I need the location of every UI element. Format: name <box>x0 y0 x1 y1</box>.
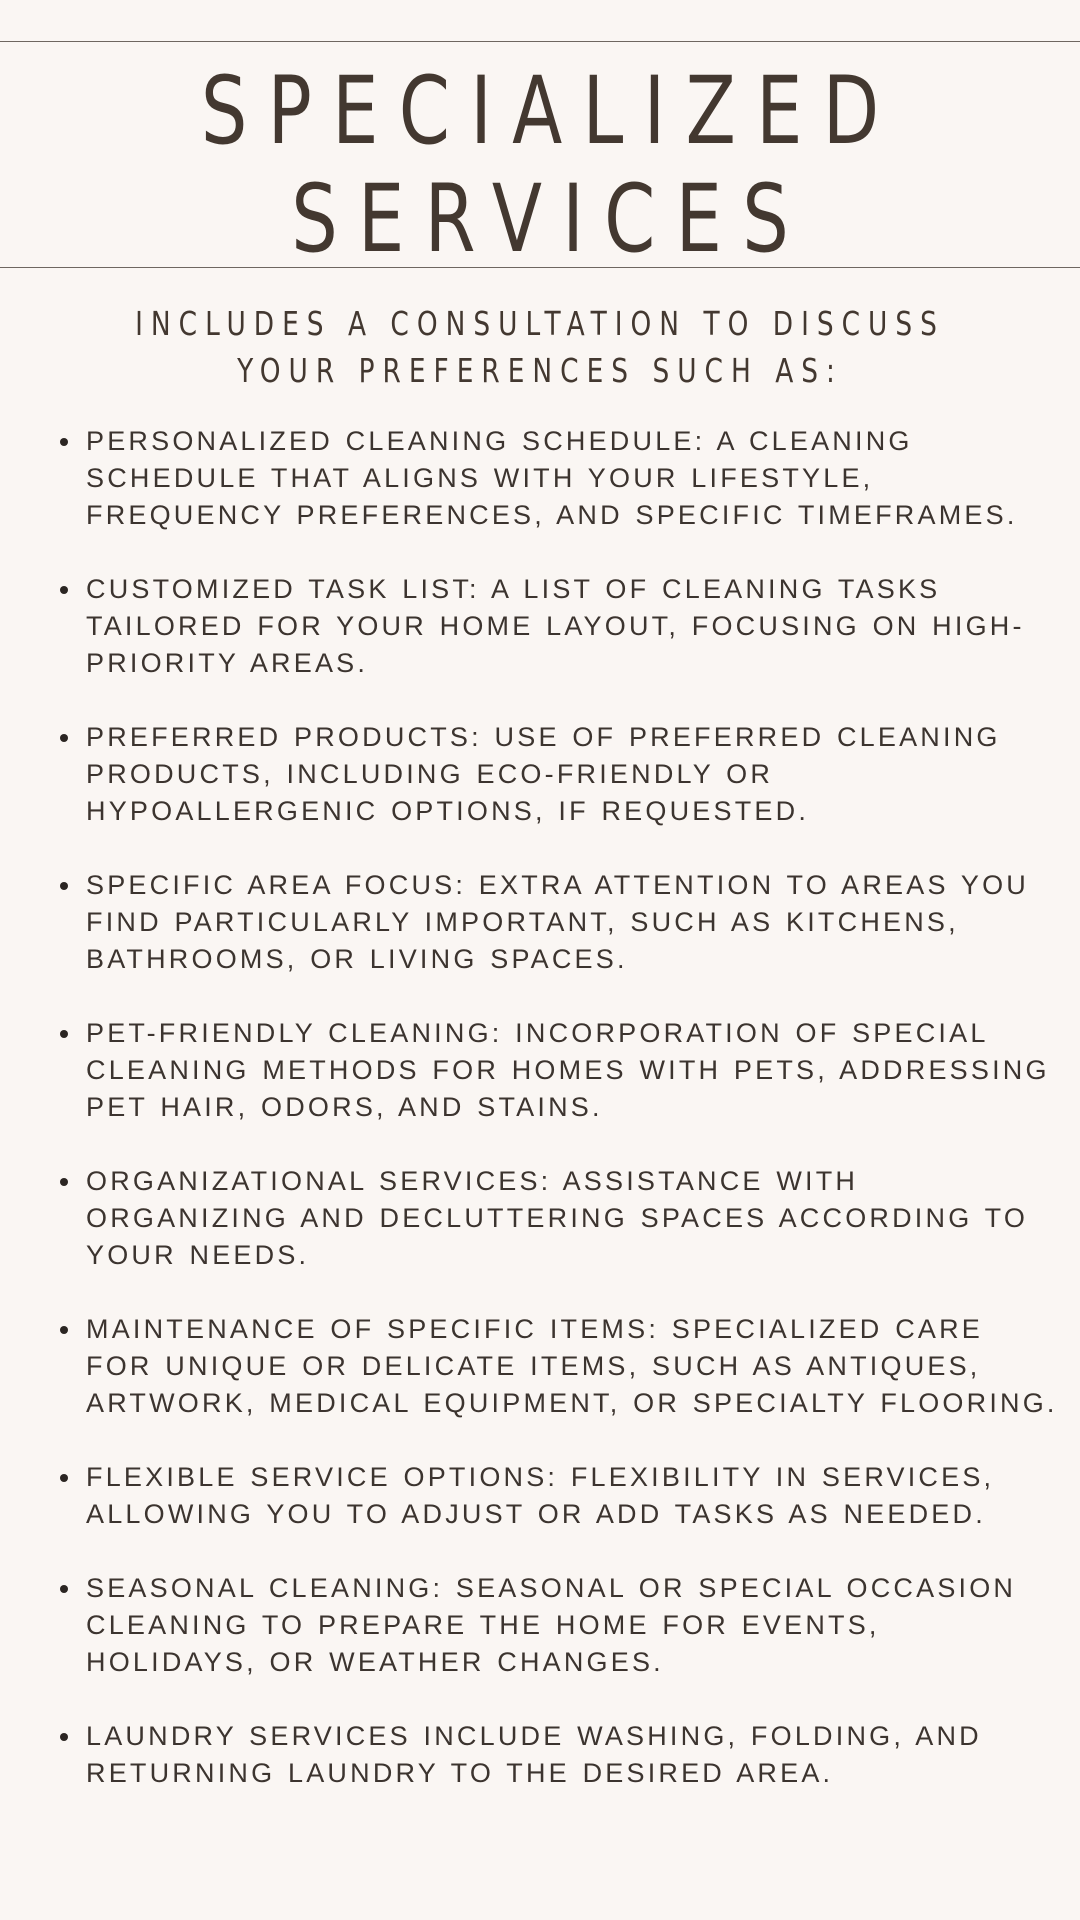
bullet-icon <box>60 1030 68 1038</box>
bullet-icon <box>60 1733 68 1741</box>
list-item <box>0 1570 1080 1681</box>
list-item-text: SPECIFIC AREA FOCUS: EXTRA ATTENTION TO AREAS YOU FIND PARTICULARLY IMPORTANT, SUCH AS KITCHENS, BATHROOMS, OR LIVING SPACES. <box>86 870 1029 974</box>
services-list <box>0 423 1080 1829</box>
page-title-line-2: SERVICES <box>291 165 810 274</box>
list-item <box>0 1311 1080 1422</box>
bullet-icon <box>60 1178 68 1186</box>
bullet-icon <box>60 1585 68 1593</box>
top-divider <box>0 41 1080 42</box>
list-item-text: FLEXIBLE SERVICE OPTIONS: FLEXIBILITY IN SERVICES, ALLOWING YOU TO ADJUST OR ADD TASKS AS NEEDED. <box>86 1462 995 1529</box>
list-item <box>0 867 1080 978</box>
page-title-line-1: SPECIALIZED <box>200 57 900 166</box>
intro-subtitle <box>108 300 972 394</box>
list-item-text: PREFERRED PRODUCTS: USE OF PREFERRED CLEANING PRODUCTS, INCLUDING ECO-FRIENDLY OR HYPOALLERGENIC OPTIONS, IF REQUESTED. <box>86 722 1001 826</box>
list-item <box>0 1459 1080 1533</box>
list-item <box>0 719 1080 830</box>
list-item <box>0 1015 1080 1126</box>
list-item-text: CUSTOMIZED TASK LIST: A LIST OF CLEANING TASKS TAILORED FOR YOUR HOME LAYOUT, FOCUSING ON HIGH-PRIORITY AREAS. <box>86 574 1025 678</box>
list-item-text: LAUNDRY SERVICES INCLUDE WASHING, FOLDING, AND RETURNING LAUNDRY TO THE DESIRED AREA. <box>86 1721 982 1788</box>
bullet-icon <box>60 438 68 446</box>
bullet-icon <box>60 734 68 742</box>
list-item-text: MAINTENANCE OF SPECIFIC ITEMS: SPECIALIZED CARE FOR UNIQUE OR DELICATE ITEMS, SUCH AS ANTIQUES, ARTWORK, MEDICAL EQUIPMENT, OR SPECIALTY FLOORING. <box>86 1314 1058 1418</box>
list-item-text: PET-FRIENDLY CLEANING: INCORPORATION OF SPECIAL CLEANING METHODS FOR HOMES WITH PETS, ADDRESSING PET HAIR, ODORS, AND STAINS. <box>86 1018 1050 1122</box>
list-item <box>0 1718 1080 1792</box>
list-item-text: PERSONALIZED CLEANING SCHEDULE: A CLEANING SCHEDULE THAT ALIGNS WITH YOUR LIFESTYLE, FREQUENCY PREFERENCES, AND SPECIFIC TIMEFRAMES. <box>86 426 1018 530</box>
bottom-divider <box>0 267 1080 268</box>
list-item-text: SEASONAL CLEANING: SEASONAL OR SPECIAL OCCASION CLEANING TO PREPARE THE HOME FOR EVENTS, HOLIDAYS, OR WEATHER CHANGES. <box>86 1573 1017 1677</box>
list-item <box>0 1163 1080 1274</box>
page-title <box>119 58 961 274</box>
list-item <box>0 423 1080 534</box>
bullet-icon <box>60 1326 68 1334</box>
list-item-text: ORGANIZATIONAL SERVICES: ASSISTANCE WITH ORGANIZING AND DECLUTTERING SPACES ACCORDING TO YOUR NEEDS. <box>86 1166 1029 1270</box>
bullet-icon <box>60 882 68 890</box>
intro-line-2: YOUR PREFERENCES SUCH AS: <box>237 351 843 390</box>
bullet-icon <box>60 1474 68 1482</box>
bullet-icon <box>60 586 68 594</box>
list-item <box>0 571 1080 682</box>
intro-line-1: INCLUDES A CONSULTATION TO DISCUSS <box>135 304 945 343</box>
